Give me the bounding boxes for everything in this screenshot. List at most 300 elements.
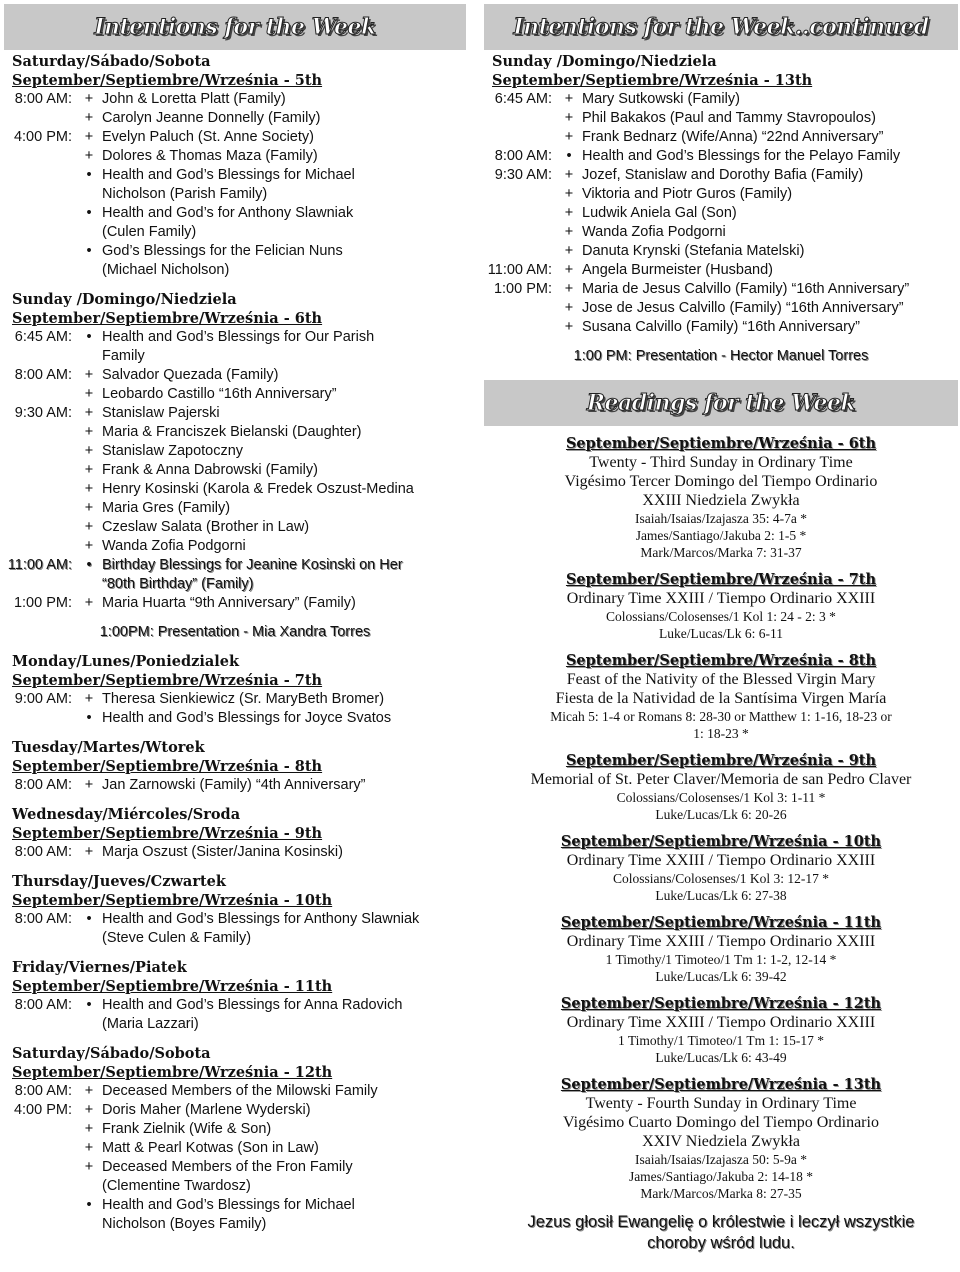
intention-row [484,185,958,204]
intention-text: Frank & Anna Dabrowski (Family) [102,462,318,478]
date-heading: September/Septiembre/Września - 12th [12,1064,333,1081]
mass-time: 4:00 PM: [13,1102,72,1118]
intention-row [4,442,466,461]
mass-time [4,242,76,261]
intention-row [4,204,466,223]
intention-marker: + [564,281,574,297]
intention-text: Jan Zarnowski (Family) “4th Anniversary” [102,777,366,793]
intention-marker: + [84,129,94,145]
intention-day-section [4,1044,466,1234]
intention-row [484,90,958,109]
intention-text: Maria Huarta “9th Anniversary” (Family) [102,595,356,611]
intention-text: Health and God’s Blessings for Our Parish [102,329,375,345]
intention-marker: + [564,167,574,183]
intention-text: (Steve Culen & Family) [102,930,252,946]
reading-date: September/Septiembre/Września - 10th [560,833,882,850]
date-heading: September/Septiembre/Września - 13th [492,72,813,89]
mass-time [4,461,76,480]
readings-list [484,434,958,1202]
intention-row [4,1177,466,1196]
intention-marker: + [564,205,574,221]
mass-time [484,128,556,147]
intention-text: God’s Blessings for the Felician Nuns [102,243,343,259]
intention-text: Frank Zielnik (Wife & Son) [102,1121,272,1137]
day-heading: Friday/Viernes/Piatek [12,959,187,976]
intention-row [484,280,958,299]
intention-marker: + [564,186,574,202]
intention-marker: + [84,424,94,440]
intention-day-section [4,652,466,728]
intention-marker: + [84,1159,94,1175]
intention-row [4,366,466,385]
intention-marker: + [84,777,94,793]
reading-citation: Mark/Marcos/Marka 7: 31-37 [640,545,802,560]
reading-celebration: Ordinary Time XXIII / Tiempo Ordinario XXIII [566,852,876,869]
intention-row [4,147,466,166]
intention-marker: + [84,386,94,402]
intention-text: Doris Maher (Marlene Wyderski) [102,1102,311,1118]
intention-marker: + [84,367,94,383]
intention-row [4,910,466,929]
intention-day-section [4,52,466,280]
intention-marker [76,347,102,366]
intention-row [4,166,466,185]
reading-date: September/Septiembre/Września - 9th [565,752,877,769]
intention-text: Frank Bednarz (Wife/Anna) “22nd Anniversary” [582,129,884,145]
mass-time [4,166,76,185]
mass-time: 8:00 AM: [14,1083,72,1099]
day-heading: Sunday /Domingo/Niedziela [12,291,237,308]
intention-marker: + [84,1083,94,1099]
mass-time: 9:00 AM: [14,691,72,707]
intention-marker: + [84,1102,94,1118]
intention-row [4,480,466,499]
intention-row [4,1196,466,1215]
intention-text: Danuta Krynski (Stefania Matelski) [582,243,805,259]
intention-row [4,1120,466,1139]
intention-text: (Michael Nicholson) [102,262,230,278]
intention-row [484,147,958,166]
reading-date: September/Septiembre/Września - 8th [565,652,877,669]
reading-celebration: Vigésimo Tercer Domingo del Tiempo Ordinario [564,473,878,490]
intention-text: Stanislaw Zapotoczny [102,443,244,459]
intention-day-section [4,738,466,795]
day-heading: Thursday/Jueves/Czwartek [12,873,226,890]
mass-time [484,109,556,128]
reading-celebration: Fiesta de la Natividad de la Santísima Virgen María [555,690,887,707]
intention-row [4,242,466,261]
intention-marker: + [84,91,94,107]
reading-citation: 1 Timothy/1 Timoteo/1 Tm 1: 1-2, 12-14 * [605,952,837,967]
mass-time [484,242,556,261]
intention-row [4,328,466,347]
reading-citation: James/Santiago/Jakuba 2: 14-18 * [628,1169,814,1184]
intention-marker: • [86,1197,92,1213]
intention-marker: + [564,262,574,278]
intention-marker: + [84,595,94,611]
intention-text: Maria de Jesus Calvillo (Family) “16th Anniversary” [582,281,910,297]
mass-time [4,261,76,280]
mass-time [4,147,76,166]
reading-citation: 1: 18-23 * [693,726,749,741]
intention-row [484,109,958,128]
intention-day-section [484,52,958,366]
intention-text: (Clementine Twardosz) [102,1178,251,1194]
mass-time [484,185,556,204]
intention-row [4,128,466,147]
intention-row [4,1139,466,1158]
reading-celebration: Ordinary Time XXIII / Tiempo Ordinario XXIII [566,1014,876,1031]
intention-text: Maria Gres (Family) [102,500,231,516]
intention-marker: + [84,844,94,860]
intention-row [4,185,466,204]
readings-title: Readings for the Week [586,390,856,416]
intention-text: Ludwik Aniela Gal (Son) [582,205,737,221]
closing-line: Jezus głosił Ewangelię o królestwie i leczył wszystkie [527,1213,915,1231]
reading-entry [484,434,958,561]
intention-text: Leobardo Castillo “16th Anniversary” [102,386,337,402]
date-heading: September/Septiembre/Września - 6th [12,310,323,327]
intention-marker: • [86,205,92,221]
intention-row [4,1082,466,1101]
mass-time [4,480,76,499]
readings-banner [484,380,958,426]
mass-time [484,204,556,223]
reading-celebration: Vigésimo Cuarto Domingo del Tiempo Ordinario [563,1114,879,1131]
mass-time [4,347,76,366]
mass-time [4,709,76,728]
intention-marker: + [564,129,574,145]
reading-celebration: XXIV Niedziela Zwykła [642,1133,800,1150]
reading-citation: Luke/Lucas/Lk 6: 27-38 [655,888,787,903]
intention-marker: + [84,443,94,459]
mass-time [4,204,76,223]
right-column [484,0,958,1272]
intention-text: Angela Burmeister (Husband) [582,262,774,278]
intention-row [484,242,958,261]
reading-celebration: Memorial of St. Peter Claver/Memoria de san Pedro Claver [530,771,912,788]
mass-time: 6:45 AM: [494,91,552,107]
date-heading: September/Septiembre/Września - 11th [12,978,333,995]
reading-entry [484,913,958,985]
reading-celebration: Ordinary Time XXIII / Tiempo Ordinario XXIII [566,590,876,607]
intention-marker: • [86,997,92,1013]
intention-text: Wanda Zofia Podgorni [102,538,246,554]
intention-row [484,299,958,318]
intention-marker: • [86,243,92,259]
date-heading: September/Septiembre/Września - 9th [12,825,323,842]
reading-celebration: Twenty - Fourth Sunday in Ordinary Time [585,1095,857,1112]
intention-marker [76,575,102,594]
intention-marker: + [84,462,94,478]
intention-text: (Maria Lazzari) [102,1016,199,1032]
intention-row [4,1158,466,1177]
intention-marker: • [86,710,92,726]
intentions-title: Intentions for the Week [94,14,376,40]
day-heading: Monday/Lunes/Poniedzialek [12,653,240,670]
reading-date: September/Septiembre/Września - 11th [560,914,882,931]
intention-day-section [4,958,466,1034]
reading-entry [484,1075,958,1202]
mass-time: 8:00 AM: [14,777,72,793]
intention-text: Health and God’s Blessings for Michael [102,167,355,183]
intention-text: Health and God’s for Anthony Slawniak [102,205,354,221]
mass-time [4,1158,76,1177]
intentions-continued-banner [484,4,958,50]
intention-row [484,223,958,242]
mass-time: 8:00 AM: [14,367,72,383]
reading-entry [484,651,958,742]
intention-text: Czeslaw Salata (Brother in Law) [102,519,310,535]
sunday-13th-section [484,52,958,366]
intention-row [4,690,466,709]
intention-row [4,843,466,862]
intention-text: Theresa Sienkiewicz (Sr. MaryBeth Bromer) [102,691,385,707]
day-heading: Tuesday/Martes/Wtorek [12,739,205,756]
mass-time [484,299,556,318]
intention-marker: + [84,110,94,126]
mass-time: 8:00 AM: [14,911,72,927]
mass-time: 6:45 AM: [14,329,72,345]
intention-row [4,347,466,366]
mass-time [4,1139,76,1158]
intention-marker: • [566,148,572,164]
left-sections [4,52,466,1234]
day-heading: Sunday /Domingo/Niedziela [492,53,717,70]
reading-celebration: Ordinary Time XXIII / Tiempo Ordinario XXIII [566,933,876,950]
intention-marker: • [86,329,92,345]
mass-time [4,1215,76,1234]
intention-text: Mary Sutkowski (Family) [582,91,740,107]
reading-celebration: XXIII Niedziela Zwykła [642,492,800,509]
reading-citation: Isaiah/Isaias/Izajasza 50: 5-9a * [634,1152,808,1167]
intention-text: Deceased Members of the Milowski Family [102,1083,378,1099]
left-column [4,0,466,1272]
mass-time [4,929,76,948]
mass-time [4,1196,76,1215]
intention-marker [76,223,102,242]
mass-time: 11:00 AM: [7,557,72,573]
intention-text: Dolores & Thomas Maza (Family) [102,148,318,164]
intention-text: Family [102,348,145,364]
intention-row [4,223,466,242]
intention-marker [76,929,102,948]
intention-text: Jose de Jesus Calvillo (Family) “16th Anniversary” [582,300,904,316]
intention-text: “80th Birthday” (Family) [102,576,254,592]
day-heading: Saturday/Sábado/Sobota [12,53,211,70]
intention-text: Health and God’s Blessings for Anthony Slawniak [102,911,420,927]
day-heading: Saturday/Sábado/Sobota [12,1045,211,1062]
reading-citation: Colossians/Colosenses/1 Kol 1: 24 - 2: 3 * [606,609,836,624]
intention-row [484,166,958,185]
intention-row [4,776,466,795]
intention-row [484,261,958,280]
intention-text: Deceased Members of the Fron Family [102,1159,353,1175]
reading-citation: Micah 5: 1-4 or Romans 8: 28-30 or Matthew 1: 1-16, 18-23 or [550,709,892,724]
intention-marker [76,1177,102,1196]
reading-citation: Luke/Lucas/Lk 6: 43-49 [655,1050,787,1065]
reading-citation: Mark/Marcos/Marka 8: 27-35 [640,1186,802,1201]
reading-entry [484,570,958,642]
intention-text: (Culen Family) [102,224,197,240]
reading-citation: Colossians/Colosenses/1 Kol 3: 1-11 * [616,790,826,805]
reading-citation: Luke/Lucas/Lk 6: 6-11 [659,626,783,641]
mass-time [4,223,76,242]
mass-time [4,518,76,537]
intention-marker: + [564,319,574,335]
intention-text: Jozef, Stanislaw and Dorothy Bafia (Family) [582,167,864,183]
mass-time: 1:00 PM: [13,595,72,611]
mass-time [4,109,76,128]
presentation-note: 1:00 PM: Presentation - Hector Manuel Torres [573,348,869,364]
intention-row [4,404,466,423]
intention-row [4,461,466,480]
mass-time [4,1120,76,1139]
intention-text: Evelyn Paluch (St. Anne Society) [102,129,314,145]
intention-row [4,594,466,613]
reading-entry [484,832,958,904]
intention-marker: + [564,110,574,126]
intention-text: Susana Calvillo (Family) “16th Anniversary” [582,319,861,335]
intention-row [484,318,958,337]
mass-time [4,1015,76,1034]
intention-marker: • [86,557,92,573]
intention-marker: + [84,500,94,516]
intention-row [4,261,466,280]
intention-marker: + [564,300,574,316]
closing-verse [484,1212,958,1254]
intention-marker: + [84,691,94,707]
presentation-note: 1:00PM: Presentation - Mia Xandra Torres [99,624,371,640]
intention-text: Nicholson (Parish Family) [102,186,268,202]
intention-row [4,1015,466,1034]
mass-time: 1:00 PM: [493,281,552,297]
intention-marker [76,1215,102,1234]
reading-celebration: Twenty - Third Sunday in Ordinary Time [589,454,853,471]
intention-text: Health and God’s Blessings for Joyce Svatos [102,710,392,726]
mass-time: 11:00 AM: [487,262,552,278]
reading-citation: Colossians/Colosenses/1 Kol 3: 12-17 * [612,871,829,886]
intention-row [4,90,466,109]
intention-marker [76,261,102,280]
intention-text: Marja Oszust (Sister/Janina Kosinski) [102,844,343,860]
intention-text: Health and God’s Blessings for Michael [102,1197,355,1213]
intention-text: Stanislaw Pajerski [102,405,220,421]
intention-row [4,385,466,404]
intention-row [4,709,466,728]
intention-row [484,204,958,223]
mass-time [4,575,76,594]
date-heading: September/Septiembre/Września - 8th [12,758,323,775]
intention-text: Maria & Franciszek Bielanski (Daughter) [102,424,362,440]
mass-time: 9:30 AM: [494,167,552,183]
intention-marker: + [84,538,94,554]
mass-time: 8:00 AM: [494,148,552,164]
intention-text: Carolyn Jeanne Donnelly (Family) [102,110,321,126]
intention-day-section [4,872,466,948]
intention-marker: + [564,91,574,107]
reading-citation: James/Santiago/Jakuba 2: 1-5 * [635,528,807,543]
reading-celebration: Feast of the Nativity of the Blessed Virgin Mary [566,671,876,688]
day-heading: Wednesday/Miércoles/Sroda [12,806,241,823]
intention-marker: + [84,519,94,535]
intention-marker: + [84,481,94,497]
intentions-continued-title: Intentions for the Week..continued [513,14,929,40]
intention-marker: • [86,167,92,183]
intention-row [4,423,466,442]
intention-text: Matt & Pearl Kotwas (Son in Law) [102,1140,319,1156]
intentions-banner [4,4,466,50]
intention-marker: + [84,1121,94,1137]
reading-citation: Luke/Lucas/Lk 6: 20-26 [655,807,787,822]
date-heading: September/Septiembre/Września - 10th [12,892,333,909]
intention-marker: + [84,1140,94,1156]
mass-time [4,442,76,461]
intention-marker: + [84,405,94,421]
intention-row [4,996,466,1015]
mass-time [484,223,556,242]
intention-row [4,499,466,518]
intention-marker: + [564,243,574,259]
intention-text: Birthday Blessings for Jeanine Kosinski on Her [102,557,403,573]
intention-marker: • [86,911,92,927]
closing-line: choroby wśród ludu. [647,1234,795,1252]
reading-citation: 1 Timothy/1 Timoteo/1 Tm 1: 15-17 * [617,1033,825,1048]
intention-text: Salvador Quezada (Family) [102,367,279,383]
mass-time: 8:00 AM: [14,997,72,1013]
reading-date: September/Septiembre/Września - 7th [565,571,877,588]
intention-marker: + [564,224,574,240]
mass-time: 9:30 AM: [14,405,72,421]
intention-row [4,556,466,575]
mass-time: 8:00 AM: [14,91,72,107]
reading-date: September/Septiembre/Września - 13th [560,1076,882,1093]
reading-citation: Isaiah/Isaias/Izajasza 35: 4-7a * [634,511,808,526]
reading-date: September/Septiembre/Września - 12th [560,995,882,1012]
intention-row [4,518,466,537]
intention-row [484,128,958,147]
intention-row [4,537,466,556]
intention-text: Henry Kosinski (Karola & Fredek Oszust-Medina [102,481,414,497]
intention-marker [76,185,102,204]
intention-marker [76,1015,102,1034]
date-heading: September/Septiembre/Września - 5th [12,72,323,89]
mass-time [484,318,556,337]
reading-entry [484,994,958,1066]
date-heading: September/Septiembre/Września - 7th [12,672,323,689]
mass-time [4,1177,76,1196]
intention-text: Nicholson (Boyes Family) [102,1216,267,1232]
intention-text: Viktoria and Piotr Guros (Family) [582,186,793,202]
mass-time [4,499,76,518]
intention-day-section [4,805,466,862]
intention-row [4,109,466,128]
mass-time: 4:00 PM: [13,129,72,145]
mass-time [4,423,76,442]
intention-marker: + [84,148,94,164]
intention-row [4,1215,466,1234]
intention-text: Health and God’s Blessings for Anna Radovich [102,997,403,1013]
intention-text: Wanda Zofia Podgorni [582,224,726,240]
intention-text: Health and God’s Blessings for the Pelayo Family [582,148,901,164]
mass-time: 8:00 AM: [14,844,72,860]
mass-time [4,537,76,556]
intention-day-section [4,290,466,642]
mass-time [4,185,76,204]
intention-row [4,575,466,594]
reading-date: September/Septiembre/Września - 6th [565,435,877,452]
intention-row [4,929,466,948]
